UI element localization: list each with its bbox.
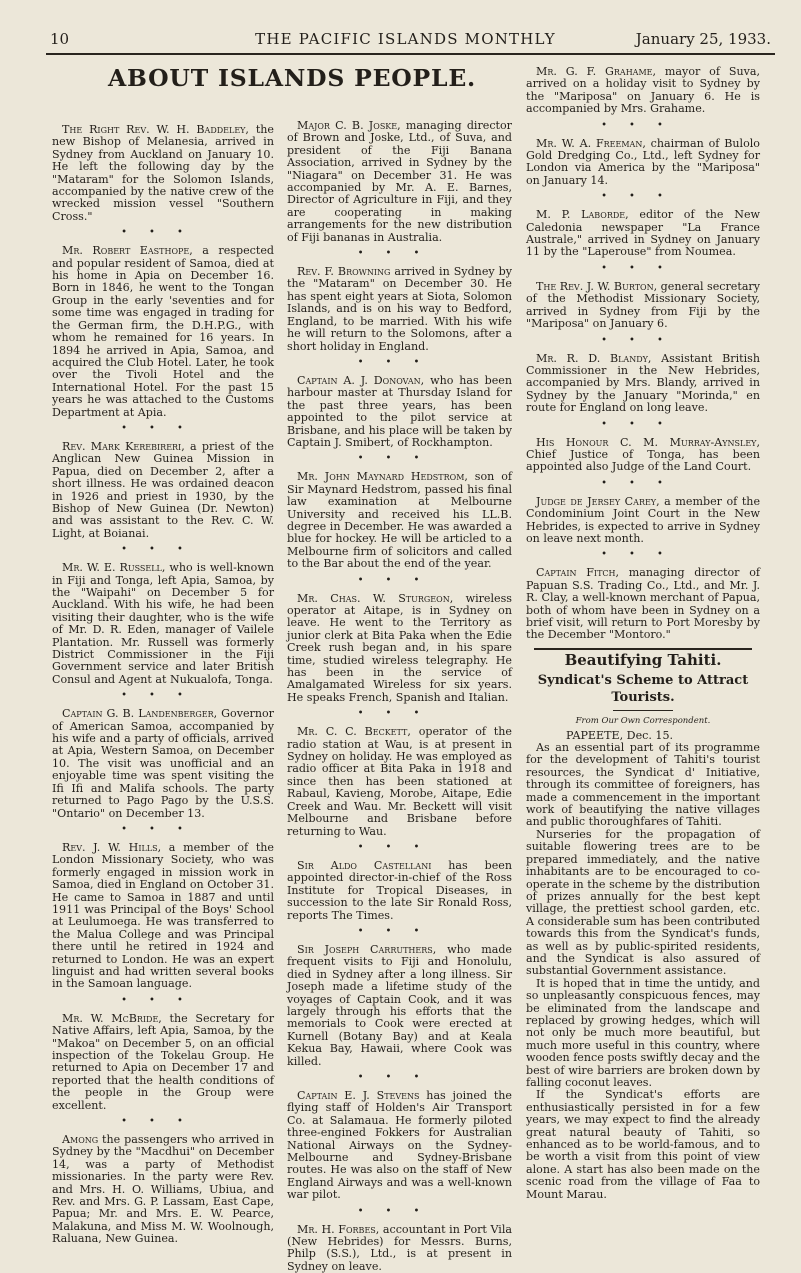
news-item-text: the new Bishop of Melanesia, arrived in Sydney from Auckland on January 10. He left the following day by the "Mataram" for the Solomon Islands, accompanied by the native crew of the wrecked mission vessel "Southern Cross."	[52, 123, 274, 223]
news-item	[52, 245, 274, 419]
separator-stars: •••	[601, 119, 685, 131]
news-item-text: who has been harbour master at Thursday Island for the past three years, has been appointed to the pilot service at Brisbane, and his place will be taken by Captain J. Smibert, of Rockhampton.	[287, 373, 513, 449]
separator-stars: •••	[357, 248, 442, 260]
magazine-title: THE PACIFIC ISLANDS MONTHLY	[255, 30, 556, 48]
news-item-text: a member of the London Missionary Society, who was formerly engaged in mission work in Samoa, died in England on October 31. He came to Samoa in 1887 and until 1911 was Principal of the Boys' School at Leulumoega. He was transferred to the Malua College and was Principal there until he retired in 1924 and returned to London. He was an expert linguist and had written several books in the Samoan language.	[52, 840, 274, 991]
news-item-lead: Sir Joseph Carruthers,	[297, 942, 437, 956]
separator-stars: •••	[601, 418, 685, 430]
separator-stars: •••	[357, 453, 442, 465]
separator-stars: •••	[121, 422, 205, 434]
news-item-lead: Among	[62, 1133, 99, 1147]
dateline: PAPEETE, Dec. 15.	[566, 728, 674, 742]
news-item-lead: Mr. W. A. Freeman,	[536, 136, 646, 150]
separator-stars: •••	[357, 841, 442, 853]
separator-stars: •••	[121, 690, 205, 702]
article-paragraph: Nurseries for the propagation of suitable flowering trees are to be prepared immediately, and the native inhabitants are to be encouraged to co-operate in the scheme by the distribution of prizes annually for the best kept village, the prettiest school garden, etc. A considerable sum has been contributed towards this from the Syndicat's funds, as well as by public-spirited residents, and the Syndicat is also assured of substantial Government assistance.	[526, 827, 760, 978]
news-item	[526, 66, 760, 116]
news-item-text: a respected and popular resident of Samoa, died at his home in Apia on December 16. Born in 1846, he went to the Tongan Group in the early 'seventies and for some time was engaged in trading for the German firm, the D.H.P.G., with whom he remained for 16 years. In 1894 he arrived in Apia, Samoa, and acquired the Club Hotel. Later, he took over the Tivoli Hotel and the International Hotel. For the past 15 years he was attached to the Customs Department at Apia.	[52, 244, 274, 419]
news-item	[287, 860, 512, 922]
separator-stars: •••	[357, 356, 442, 368]
section-rule	[534, 648, 752, 650]
separator-stars: •••	[357, 708, 442, 720]
news-item	[526, 138, 760, 188]
news-item-lead: Sir Aldo Castellani	[297, 858, 432, 872]
news-item-lead: Captain G. B. Landenberger,	[62, 707, 218, 721]
news-item-lead: Rev. Mark Kerebireri,	[62, 439, 185, 453]
separator-stars: •••	[601, 191, 685, 203]
news-item-lead: The Right Rev. W. H. Baddeley,	[62, 123, 249, 136]
subtitle-rule	[613, 710, 673, 711]
news-item-text: arrived in Sydney by the "Mataram" on December 30. He has spent eight years at Siota, Solomon Islands, and is on his way to Bedford, England, to be married. With his wife he will return to the Solomons, after a short holiday in England.	[287, 265, 512, 353]
news-item-lead: The Rev. J. W. Burton,	[536, 279, 658, 293]
news-item-lead: Major C. B. Joske,	[297, 119, 401, 132]
byline: From Our Own Correspondent.	[575, 716, 711, 727]
news-item-text: wireless operator at Aitape, is in Sydney on leave. He went to the Territory as junior clerk at Bita Paka when the Edie Creek rush began and, in his spare time, studied wireless telegraphy. He has been in the service of Amalgamated Wireless for six years. He speaks French, Spanish and Italian.	[287, 591, 512, 704]
news-item-lead: Mr. G. F. Grahame,	[536, 65, 657, 78]
news-item-text: mayor of Suva, arrived on a holiday visit to Sydney by the "Mariposa" on January 6. He is accompanied by Mrs. Grahame.	[526, 65, 761, 116]
column-3-items	[526, 66, 760, 642]
separator-stars: •••	[357, 574, 442, 586]
news-item-lead: Captain E. J. Stevens	[297, 1089, 420, 1102]
separator-stars: •••	[121, 1116, 205, 1128]
news-item	[52, 441, 274, 540]
news-item	[52, 708, 274, 820]
news-item-text: chairman of Bulolo Gold Dredging Co., Ltd., left Sydney for London via America by the "Mariposa" on January 14.	[526, 136, 760, 187]
news-item	[52, 842, 274, 991]
news-item-lead: Mr. Chas. W. Sturgeon,	[297, 591, 454, 605]
column-3	[526, 66, 760, 1201]
news-item-lead: Captain Fitch,	[536, 566, 620, 580]
news-item-text: son of Sir Maynard Hedstrom, passed his final law examination at Melbourne University and received his LL.B. degree in December. He was awarded a blue for hockey. He will be articled to a Melbourne firm of solicitors and called to the Bar about the end of the year.	[287, 470, 513, 571]
column-1	[52, 124, 274, 1246]
news-item	[287, 266, 512, 353]
news-item	[287, 1224, 512, 1273]
news-item-lead: His Honour C. M. Murray-Aynsley,	[536, 435, 760, 449]
article-paragraph: As an essential part of its programme for the development of Tahiti's tourist resources, the Syndicat d' Initiative, through its committee of foreigners, has made a commencement in the important work of beautifying the native villages and public thoroughfares of Tahiti.	[526, 741, 760, 829]
news-item-text: operator of the radio station at Wau, is at present in Sydney on holiday. He was employed as radio officer at Bita Paka in 1918 and since then has been stationed at Rabaul, Kavieng, Morobe, Aitape, Edie Creek and Wau. Mr. Beckett will visit Melbourne and Brisbane before returning to Wau.	[287, 725, 512, 838]
news-item-text: managing director of Papuan S.S. Trading Co., Ltd., and Mr. J. R. Clay, a well-known merchant of Papua, both of whom have been in Sydney on a brief visit, will return to Port Moresby by the December "Montoro."	[526, 566, 760, 642]
news-item-text: Chief Justice of Tonga, has been appointed also Judge of the Land Court.	[526, 447, 760, 474]
news-item-lead: Mr. C. C. Beckett,	[297, 725, 411, 739]
news-item-text: a priest of the Anglican New Guinea Mission in Papua, died on December 2, after a short illness. He was ordained deacon in 1926 and priest in 1930, by the Bishop of New Guinea (Dr. Newton) and was assistant to the Rev. C. W. Light, at Boianai.	[52, 439, 274, 540]
news-item-text: who is well-known in Fiji and Tonga, left Apia, Samoa, by the "Waipahi" on December 5 for Auckland. With his wife, he had been visiting their daughter, who is the wife of Mr. D. R. Eden, manager of Vailele Plantation. Mr. Russell was formerly District Commissioner in the Fiji Government service and later British Consul and Agent at Nukualofa, Tonga.	[52, 561, 274, 686]
separator-stars: •••	[601, 334, 685, 346]
news-item	[287, 726, 512, 838]
news-item-text: accountant in Port Vila (New Hebrides) for Messrs. Burns, Philp (S.S.), Ltd., is at present in Sydney on leave.	[287, 1222, 513, 1273]
news-item	[287, 593, 512, 705]
news-item-text: managing director of Brown and Joske, Ltd., of Suva, and president of the Fiji Banana Association, arrived in Sydney by the "Niagara" on December 31. He was accompanied by Mr. A. E. Barnes, Director of Agriculture in Fiji, and they are cooperating in making arrangements for the new distribution of Fiji bananas in Australia.	[287, 119, 512, 244]
news-item-text: has been appointed director-in-chief of the Ross Institute for Tropical Diseases, in succession to the late Sir Ronald Ross, reports The Times.	[287, 858, 512, 922]
news-item	[526, 567, 760, 641]
separator-stars: •••	[357, 1072, 442, 1083]
article-paragraph: It is hoped that in time the untidy, and so unpleasantly conspicuous fences, may be eliminated from the landscape and replaced by growing hedges, which will not only be much more beautiful, but much more useful in this country, where wooden fence posts swiftly decay and the best of wire barriers are broken down by falling coconut leaves.	[526, 976, 760, 1089]
news-item	[526, 209, 760, 259]
news-item-text: who made frequent visits to Fiji and Honolulu, died in Sydney after a long illness. Sir Joseph made a lifetime study of the voyages of Captain Cook, and it was largely through his efforts that the memorials to Cook were erected at Kurnell (Botany Bay) and at Keala Kekua Bay, Hawaii, where Cook was killed.	[287, 942, 512, 1068]
column-2	[287, 120, 512, 1273]
news-item-text: has joined the flying staff of Holden's Air Transport Co. at Salamaua. He formerly piloted three-engined Fokkers for Australian National Airways on the Sydney-Melbourne and Sydney-Brisbane routes. He was also on the staff of New England Airways and was a well-known war pilot.	[287, 1089, 512, 1202]
news-item	[526, 353, 760, 415]
section-title: Beautifying Tahiti.	[564, 650, 722, 669]
news-item-lead: Mr. H. Forbes,	[297, 1222, 380, 1236]
news-item-text: editor of the New Caledonia newspaper "La France Australe," arrived in Sydney on January 11 by the "Laperouse" from Noumea.	[526, 208, 761, 259]
news-item	[52, 1013, 274, 1112]
separator-stars: •••	[357, 1205, 442, 1217]
news-item	[526, 281, 760, 331]
news-item-lead: Mr. John Maynard Hedstrom,	[297, 470, 468, 484]
news-item	[287, 375, 512, 449]
section-subtitle: Syndicat's Scheme to Attract Tourists.	[537, 673, 749, 706]
issue-date: January 25, 1933.	[635, 30, 771, 48]
news-item	[287, 120, 512, 244]
article-body	[526, 742, 760, 1201]
page-number: 10	[50, 30, 70, 48]
news-item	[526, 496, 760, 546]
news-item	[287, 944, 512, 1068]
news-item-text: Governor of American Samoa, accompanied by his wife and a party of officials, arrived at Apia, Western Samoa, on December 10. The visit was unofficial and an enjoyable time was spent visiting the Ifi Ifi and Malifa schools. The party returned to Pago Pago by the U.S.S. "Ontario" on December 13.	[52, 707, 274, 820]
news-item-lead: Mr. Robert Easthope,	[62, 244, 193, 258]
news-item-text: general secretary of the Methodist Missionary Society, arrived in Sydney from Fiji by the "Mariposa" on January 6.	[526, 279, 761, 331]
news-item-lead: Mr. W. E. Russell,	[62, 561, 166, 575]
separator-stars: •••	[121, 227, 205, 239]
news-item-text: Assistant British Commissioner in the New Hebrides, accompanied by Mrs. Blandy, arrived in Sydney by the January "Morinda," en route for England on long leave.	[526, 351, 761, 415]
separator-stars: •••	[601, 262, 685, 274]
separator-stars: •••	[121, 823, 205, 835]
news-item	[52, 562, 274, 686]
news-item	[52, 1134, 274, 1246]
news-item-lead: Rev. J. W. Hills,	[62, 840, 162, 854]
page-headline: ABOUT ISLANDS PEOPLE.	[108, 64, 477, 92]
news-item-text: a member of the Condominium Joint Court in the New Hebrides, is expected to arrive in Sydney on leave next month.	[526, 494, 761, 545]
article-paragraph: If the Syndicat's efforts are enthusiastically persisted in for a few years, we may expect to find the already great natural beauty of Tahiti, so enhanced as to be world-famous, and to be worth a visit from this point of view alone. A start has also been made on the scenic road from the village of Faa to Mount Marau.	[526, 1088, 760, 1201]
news-item	[526, 437, 760, 474]
news-item-lead: Rev. F. Browning	[297, 265, 391, 279]
news-item-lead: Mr. W. McBride,	[62, 1011, 162, 1025]
separator-stars: •••	[121, 994, 205, 1006]
separator-stars: •••	[601, 549, 685, 561]
news-item	[52, 124, 274, 223]
separator-stars: •••	[357, 925, 442, 937]
header-rule	[46, 53, 775, 55]
news-item-lead: M. P. Laborde,	[536, 208, 629, 222]
news-item-lead: Mr. R. D. Blandy,	[536, 351, 652, 365]
news-item-lead: Captain A. J. Donovan,	[297, 373, 425, 387]
separator-stars: •••	[601, 477, 685, 489]
separator-stars: •••	[121, 544, 205, 556]
news-item	[287, 1090, 512, 1202]
news-item	[287, 471, 512, 570]
news-item-text: the Secretary for Native Affairs, left Apia, Samoa, by the "Makoa" on December 5, on an official inspection of the Tokelau Group. He returned to Apia on December 17 and reported that the health conditions of the people in the Group were excellent.	[52, 1011, 274, 1112]
news-item-text: the passengers who arrived in Sydney by the "Macdhui" on December 14, was a party of Methodist missionaries. In the party were Rev. and Mrs. H. O. Williams, Ubiua, and Rev. and Mrs. G. P. Lassam, East Cape, Papua; Mr. and Mrs. E. W. Pearce, Malakuna, and Miss M. W. Woolnough, Raluana, New Guinea.	[52, 1133, 274, 1246]
news-item-lead: Judge de Jersey Carey,	[536, 494, 660, 508]
